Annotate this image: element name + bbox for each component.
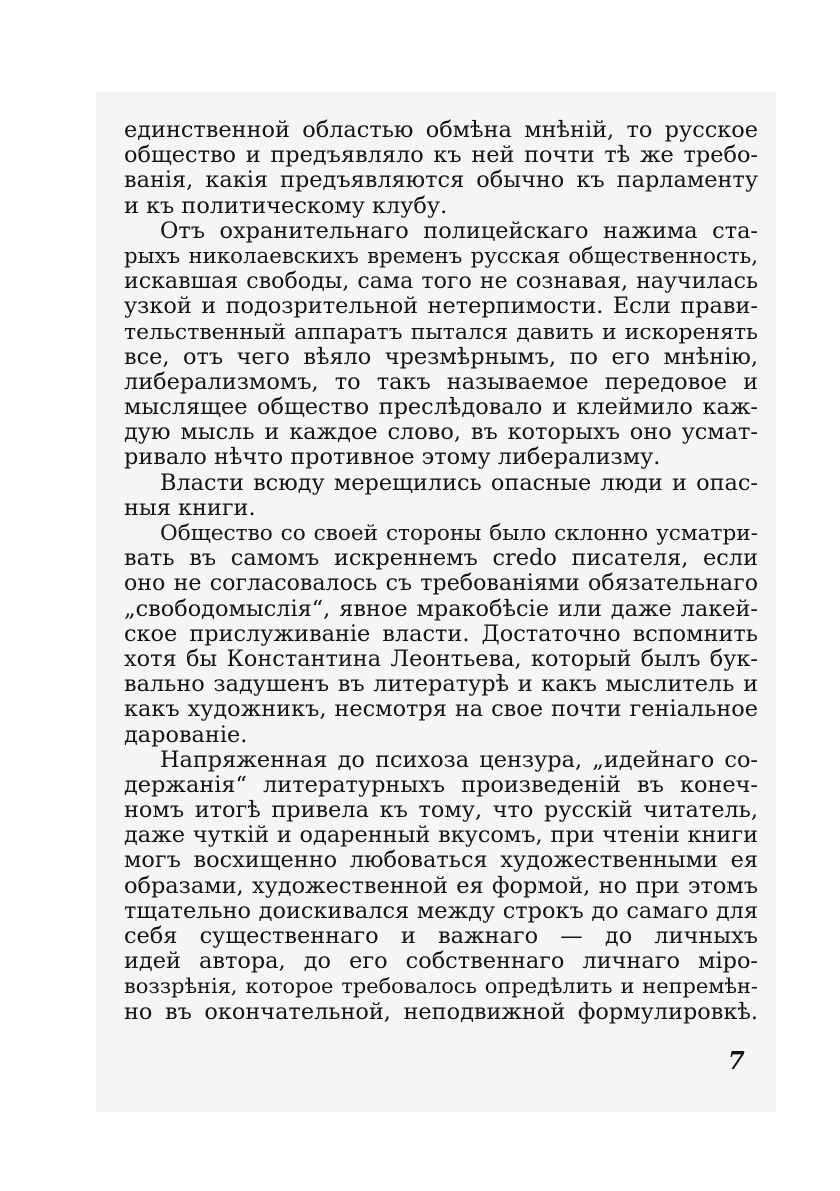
text-line: искавшая свободы, сама того не сознавая, научилась	[124, 268, 758, 295]
text-line: но въ окончательной, неподвижной формулировкѣ.	[124, 998, 758, 1025]
text-line: дарованіе.	[124, 721, 248, 748]
text-line: образами, художественной ея формой, но при этомъ	[124, 872, 758, 899]
text-line: Напряженная до психоза цензура, „идейнаго со-	[160, 746, 758, 773]
text-line: оно не согласовалось съ требованіями обязательнаго	[124, 570, 758, 597]
text-line: ское прислуживаніе власти. Достаточно вспомнить	[124, 620, 758, 647]
text-line: единственной областью обмѣна мнѣній, то русское	[124, 117, 758, 143]
text-line: держанія“ литературныхъ произведеній въ конеч-	[124, 771, 758, 798]
text-line: либерализмомъ, то такъ называемое передовое и	[124, 368, 758, 395]
text-line: хотя бы Константина Леонтьева, который былъ бук-	[124, 645, 758, 672]
text-line: вально задушенъ въ литературѣ и какъ мыслитель и	[124, 671, 758, 698]
text-line: дую мысль и каждое слово, въ которыхъ оно усмат-	[124, 419, 758, 446]
text-line: и къ политическому клубу.	[124, 192, 448, 219]
text-line: какъ художникъ, несмотря на свое почти геніальное	[124, 696, 758, 723]
text-line: ныя книги.	[124, 494, 256, 521]
text-line: даже чуткій и одаренный вкусомъ, при чтеніи книги	[124, 822, 758, 849]
text-line: номъ итогѣ привела къ тому, что русскій читатель,	[124, 797, 758, 824]
text-line: ванія, какія предъявляются обычно къ парламенту	[124, 167, 758, 194]
text-line: ривало нѣчто противное этому либерализму.	[124, 444, 661, 471]
text-line: рыхъ николаевскихъ временъ русская общественность,	[124, 243, 758, 269]
text-line: Отъ охранительнаго полицейскаго нажима ста-	[160, 217, 758, 244]
text-line: узкой и подозрительной нетерпимости. Если прави-	[124, 293, 758, 320]
text-line: общество и предъявляло къ ней почти тѣ же требо-	[124, 142, 758, 169]
text-line: „свободомыслія“, явное мракобѣсіе или даже лакей-	[124, 595, 758, 622]
text-line: воззрѣнія, которое требовалось опредѣлить и непремѣн-	[124, 974, 758, 999]
text-line: себя существеннаго и важнаго — до личныхъ	[124, 923, 758, 949]
text-line: тельственный аппаратъ пытался давить и искоренять	[124, 319, 758, 345]
body-text	[124, 118, 758, 1025]
text-line: Общество со своей стороны было склонно усматри-	[160, 521, 758, 546]
text-line: идей автора, до его собственнаго личнаго міро-	[124, 948, 758, 975]
text-line: Власти всюду мерещились опасные люди и опас-	[160, 469, 758, 496]
text-line: мыслящее общество преслѣдовало и клеймило каж-	[124, 394, 758, 421]
text-line: вать въ самомъ искреннемъ credo писателя, если	[124, 545, 758, 572]
text-line: все, отъ чего вѣяло чрезмѣрнымъ, по его мнѣнію,	[124, 343, 758, 370]
text-line: тщательно доискивался между строкъ до самаго для	[124, 897, 758, 924]
page-number: 7	[728, 1046, 745, 1075]
text-line: могъ восхищенно любоваться художественными ея	[124, 847, 758, 874]
